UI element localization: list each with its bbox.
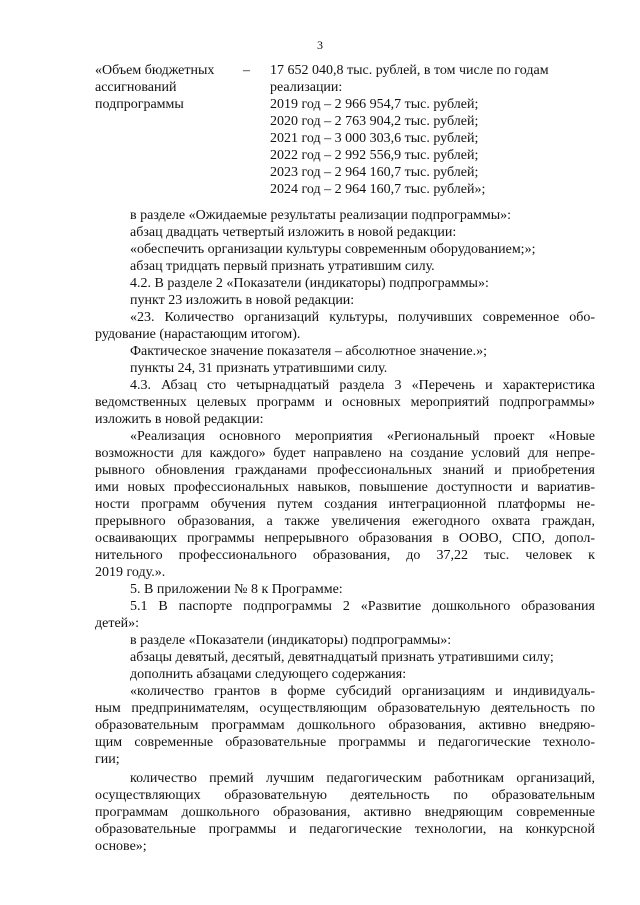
body-line: «количество грантов в форме субсидий организациям и индивидуаль- xyxy=(130,684,595,699)
budget-label-line: подпрограммы xyxy=(95,97,184,112)
body-line: абзацы девятый, десятый, девятнадцатый признать утратившими силу; xyxy=(130,650,554,665)
body-line: программам дошкольного образования, активно внедряющим современные xyxy=(95,805,595,820)
body-line: в разделе «Ожидаемые результаты реализации подпрограммы»: xyxy=(130,208,512,223)
body-line: нительного профессионального образования, до 37,22 тыс. человек к xyxy=(95,548,595,563)
body-line: 4.3. Абзац сто четырнадцатый раздела 3 «Перечень и характеристика xyxy=(130,378,595,393)
budget-dash: – xyxy=(243,63,250,78)
body-line: прерывного образования, а также увеличения ежегодного охвата граждан, xyxy=(95,514,595,529)
body-line: ности программ обучения путем создания интеграционной платформы не- xyxy=(95,497,595,512)
body-line: количество премий лучшим педагогическим работникам организаций, xyxy=(130,771,595,786)
budget-value-line: 2019 год – 2 966 954,7 тыс. рублей; xyxy=(270,97,479,112)
budget-value-line: 2020 год – 2 763 904,2 тыс. рублей; xyxy=(270,114,479,129)
body-line: ведомственных целевых программ и основных мероприятий подпрограммы» xyxy=(95,395,595,410)
body-line: дополнить абзацами следующего содержания: xyxy=(130,667,407,682)
body-line: детей»: xyxy=(95,616,140,631)
body-line: ими новых профессиональных навыков, повышение доступности и вариатив- xyxy=(95,480,595,495)
budget-value-line: 2021 год – 3 000 303,6 тыс. рублей; xyxy=(270,131,479,146)
body-line: изложить в новой редакции: xyxy=(95,412,264,427)
body-line: абзац двадцать четвертый изложить в новой редакции: xyxy=(130,225,457,240)
body-line: щим современные образовательные программы и педагогические техноло- xyxy=(95,735,595,750)
body-line: Фактическое значение показателя – абсолютное значение.»; xyxy=(130,344,487,359)
body-line: рудование (нарастающим итогом). xyxy=(95,327,301,342)
body-line: образовательным программам дошкольного образования, активно внедряю- xyxy=(95,718,595,733)
body-line: «Реализация основного мероприятия «Региональный проект «Новые xyxy=(130,429,595,444)
budget-value-line: 17 652 040,8 тыс. рублей, в том числе по годам xyxy=(270,63,549,78)
body-line: в разделе «Показатели (индикаторы) подпрограммы»: xyxy=(130,633,452,648)
page-number: 3 xyxy=(317,38,323,52)
budget-value-line: 2022 год – 2 992 556,9 тыс. рублей; xyxy=(270,148,479,163)
body-line: пункты 24, 31 признать утратившими силу. xyxy=(130,361,388,376)
budget-label-line: ассигнований xyxy=(95,80,177,95)
budget-value-line: реализации: xyxy=(270,80,343,95)
body-line: «обеспечить организации культуры современным оборудованием;»; xyxy=(130,242,536,257)
body-line: осваивающих программы непрерывного образования в ООВО, СПО, допол- xyxy=(95,531,595,546)
budget-value-line: 2023 год – 2 964 160,7 тыс. рублей; xyxy=(270,165,479,180)
body-line: рывного обновления гражданами профессиональных знаний и приобретения xyxy=(95,463,595,478)
budget-label-line: «Объем бюджетных xyxy=(95,63,215,78)
body-line: образовательные программы и педагогические технологии, на конкурсной xyxy=(95,822,595,837)
body-line: 2019 году.». xyxy=(95,565,166,580)
body-line: пункт 23 изложить в новой редакции: xyxy=(130,293,355,308)
body-line: возможности для каждого» будет направлено на создание условий для непре- xyxy=(95,446,595,461)
body-line: основе»; xyxy=(95,839,147,854)
body-line: «23. Количество организаций культуры, получивших современное обо- xyxy=(130,310,595,325)
body-line: 4.2. В разделе 2 «Показатели (индикаторы) подпрограммы»: xyxy=(130,276,489,291)
body-line: 5.1 В паспорте подпрограммы 2 «Развитие дошкольного образования xyxy=(130,599,595,614)
body-line: гии; xyxy=(95,752,120,767)
body-line: абзац тридцать первый признать утратившим силу. xyxy=(130,259,435,274)
body-line: ным предпринимателям, осуществляющим образовательную деятельность по xyxy=(95,701,595,716)
budget-value-line: 2024 год – 2 964 160,7 тыс. рублей»; xyxy=(270,182,486,197)
body-line: 5. В приложении № 8 к Программе: xyxy=(130,582,343,597)
body-line: осуществляющих образовательную деятельность по образовательным xyxy=(95,788,595,803)
